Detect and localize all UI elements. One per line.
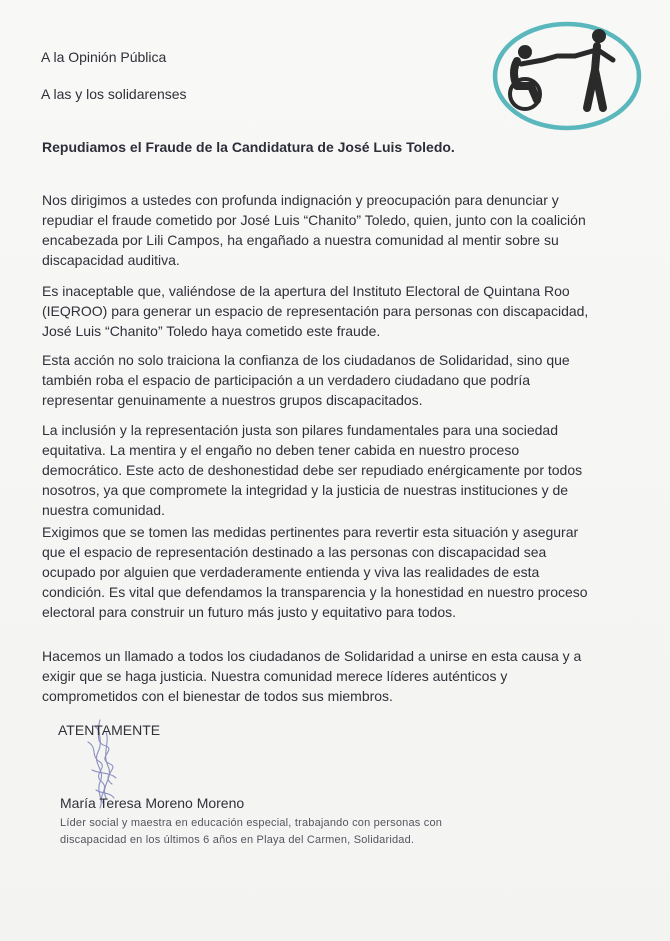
closing-salutation: ATENTAMENTE bbox=[58, 722, 161, 738]
wheelchair-user-icon bbox=[510, 45, 557, 109]
paragraph-1: Nos dirigimos a ustedes con profunda indignación y preocupación para denunciar y repudiar el fraude cometido por José Luis “Chanito” Toledo, quien, junto con la coalición encabezada por Lili Campos, ha engañado a nuestra comunidad al mentir sobre su discapacidad auditiva. bbox=[42, 192, 586, 268]
paragraph-5: Exigimos que se tomen las medidas pertinentes para revertir esta situación y asegurar que el espacio de representación destinado a las personas con discapacidad sea ocupado por alguien que verdaderamente entienda y viva las realidades de esta condición. Es vital que defendamos la transparencia y la honestidad en nuestro proceso electoral para construir un futuro más justo y equitativo para todos. bbox=[42, 524, 588, 620]
letter-title: Repudiamos el Fraude de la Candidatura de José Luis Toledo. bbox=[42, 139, 455, 155]
inclusion-logo-icon bbox=[487, 8, 647, 138]
signer-bio: Líder social y maestra en educación especial, trabajando con personas con discapacidad en los últimos 6 años en Playa del Carmen, Solidaridad. bbox=[60, 817, 443, 846]
paragraph-6: Hacemos un llamado a todos los ciudadanos de Solidaridad a unirse en esta causa y a exigir que se haga justicia. Nuestra comunidad merece líderes auténticos y comprometidos con el bienestar de todos sus miembros. bbox=[42, 648, 582, 704]
standing-person-icon bbox=[559, 29, 613, 108]
signer-name: María Teresa Moreno Moreno bbox=[60, 795, 245, 811]
paragraph-3: Esta acción no solo traiciona la confianza de los ciudadanos de Solidaridad, sino que también roba el espacio de participación a un verdadero ciudadano que podría representar genuinamente a nuestros grupos discapacitados. bbox=[42, 352, 570, 408]
greeting-public-opinion: A la Opinión Pública bbox=[41, 49, 167, 65]
greeting-solidarenses: A las y los solidarenses bbox=[41, 86, 187, 102]
paragraph-2: Es inaceptable que, valiéndose de la apertura del Instituto Electoral de Quintana Roo (IEQROO) para generar un espacio de representación para personas con discapacidad, José Luis “Chanito” Toledo haya cometido este fraude. bbox=[42, 283, 589, 339]
paragraph-4: La inclusión y la representación justa son pilares fundamentales para una sociedad equitativa. La mentira y el engaño no deben tener cabida en nuestro proceso democrático. Este acto de deshonestidad debe ser repudiado enérgicamente por todos nosotros, ya que compromete la integridad y la justicia de nuestras instituciones y de nuestra comunidad. bbox=[42, 422, 583, 518]
